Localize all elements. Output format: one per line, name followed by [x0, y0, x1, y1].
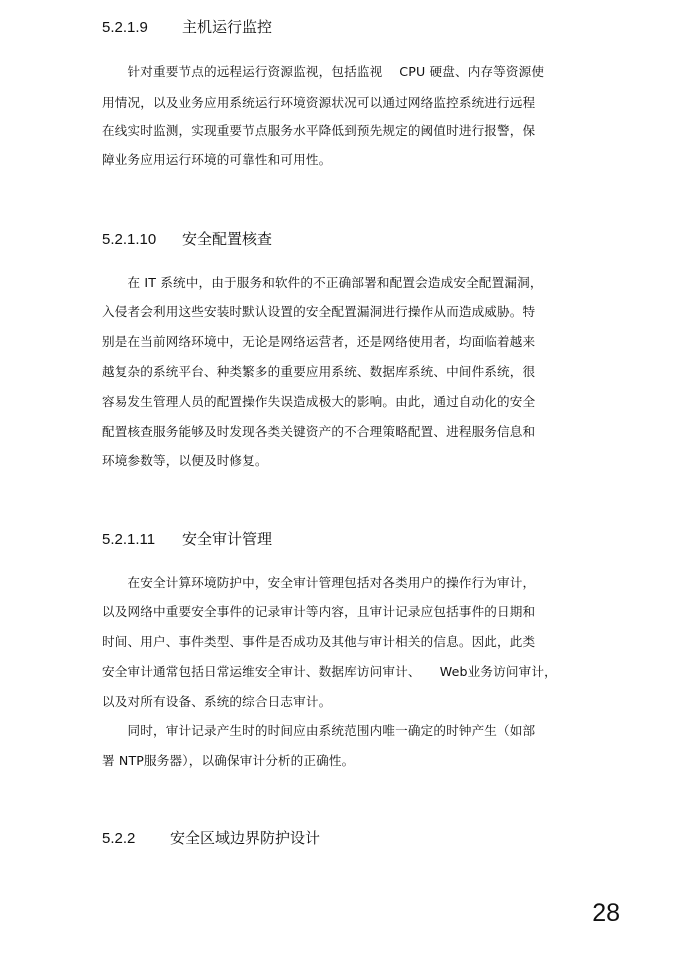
paragraph-line: 配置核查服务能够及时发现各类关键资产的不合理策略配置、进程服务信息和 [102, 424, 536, 439]
paragraph-line: 别是在当前网络环境中，无论是网络运营者，还是网络使用者，均面临着越来 [102, 334, 536, 349]
paragraph-line: 安全审计通常包括日常运维安全审计、数据库访问审计、 Web业务访问审计， [102, 664, 557, 679]
section-heading-5-2-1-9 [102, 17, 272, 38]
paragraph-line: 时间、用户、事件类型、事件是否成功及其他与审计相关的信息。因此，此类 [102, 634, 536, 649]
section-heading-5-2-1-11 [102, 529, 272, 550]
paragraph-line: 以及网络中重要安全事件的记录审计等内容，且审计记录应包括事件的日期和 [102, 604, 536, 619]
section-heading-5-2-2 [102, 828, 320, 849]
section-title: 安全区域边界防护设计 [170, 829, 321, 847]
paragraph-line: 入侵者会利用这些安装时默认设置的安全配置漏洞进行操作从而造成威胁。特 [102, 304, 536, 319]
paragraph-line: 容易发生管理人员的配置操作失误造成极大的影响。由此，通过自动化的安全 [102, 394, 536, 409]
section-number: 5.2.2 [102, 830, 136, 847]
paragraph-line: 越复杂的系统平台、种类繁多的重要应用系统、数据库系统、中间件系统，很 [102, 364, 536, 379]
paragraph-line: 在 IT 系统中，由于服务和软件的不正确部署和配置会造成安全配置漏洞， [102, 275, 543, 290]
paragraph-line: 用情况，以及业务应用系统运行环境资源状况可以通过网络监控系统进行远程 [102, 95, 536, 110]
paragraph-line: 环境参数等，以便及时修复。 [102, 453, 268, 468]
paragraph-line: 障业务应用运行环境的可靠性和可用性。 [102, 152, 332, 167]
section-heading-5-2-1-10 [102, 229, 272, 250]
section-number: 5.2.1.9 [102, 19, 148, 36]
paragraph-line: 在线实时监测，实现重要节点服务水平降低到预先规定的阈值时进行报警，保 [102, 123, 536, 138]
page-number: 28 [592, 899, 620, 927]
paragraph-line: 针对重要节点的远程运行资源监视，包括监视 CPU 硬盘、内存等资源使 [102, 64, 545, 79]
section-title: 安全配置核查 [182, 230, 273, 248]
paragraph-line: 在安全计算环境防护中，安全审计管理包括对各类用户的操作行为审计， [102, 575, 536, 590]
section-title: 主机运行监控 [182, 18, 273, 36]
paragraph-line: 署 NTP服务器），以确保审计分析的正确性。 [102, 753, 355, 768]
paragraph-line: 同时，审计记录产生时的时间应由系统范围内唯一确定的时钟产生（如部 [102, 723, 536, 738]
section-number: 5.2.1.11 [102, 531, 156, 548]
paragraph-line: 以及对所有设备、系统的综合日志审计。 [102, 694, 332, 709]
section-title: 安全审计管理 [182, 530, 273, 548]
section-number: 5.2.1.10 [102, 231, 157, 248]
